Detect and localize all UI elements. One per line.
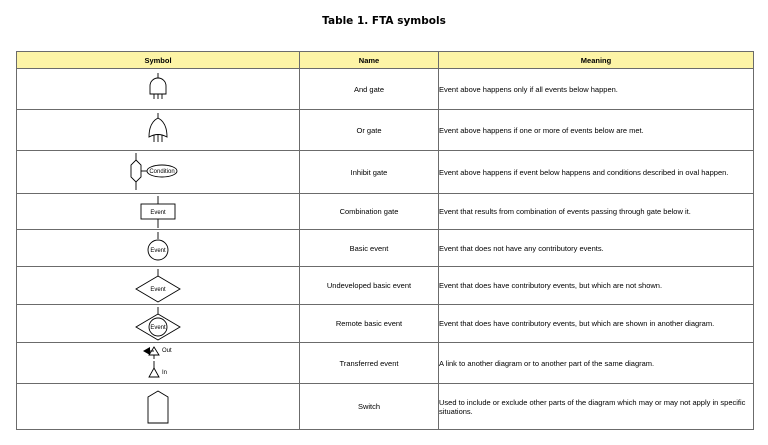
inhibit-gate-icon <box>123 152 193 192</box>
symbol-cell <box>17 305 300 343</box>
name-cell: Basic event <box>300 230 439 267</box>
name-cell: And gate <box>300 69 439 110</box>
event-label: Event <box>150 324 166 331</box>
switch-icon <box>138 387 178 427</box>
transfer-in-label: In <box>162 370 168 376</box>
or-gate-icon <box>138 112 178 148</box>
name-cell: Inhibit gate <box>300 151 439 194</box>
symbol-cell <box>17 151 300 194</box>
table-row <box>17 194 754 230</box>
meaning-cell: Event that does not have any contributory events. <box>439 230 754 267</box>
table-row <box>17 305 754 343</box>
symbol-cell <box>17 194 300 230</box>
page-title: Table 1. FTA symbols <box>322 15 446 27</box>
table-row <box>17 343 754 384</box>
meaning-cell: A link to another diagram or to another part of the same diagram. <box>439 343 754 384</box>
symbol-cell <box>17 343 300 384</box>
table-row <box>17 110 754 151</box>
name-cell: Switch <box>300 384 439 430</box>
meaning-cell: Event that does have contributory events, but which are shown in another diagram. <box>439 305 754 343</box>
symbol-cell <box>17 267 300 305</box>
transfer-out-label: Out <box>162 348 172 354</box>
combination-gate-icon <box>133 196 183 228</box>
name-cell: Combination gate <box>300 194 439 230</box>
header-row <box>17 52 754 69</box>
name-cell: Or gate <box>300 110 439 151</box>
fta-symbols-table <box>16 51 754 430</box>
meaning-cell: Event above happens if event below happens and conditions described in oval happen. <box>439 151 754 194</box>
symbol-cell <box>17 384 300 430</box>
condition-label: Condition <box>149 169 175 175</box>
header-name: Name <box>300 52 439 69</box>
header-symbol: Symbol <box>17 52 300 69</box>
meaning-cell: Event that does have contributory events, but which are not shown. <box>439 267 754 305</box>
symbol-cell <box>17 110 300 151</box>
symbol-cell <box>17 230 300 267</box>
table-row <box>17 230 754 267</box>
table-row <box>17 151 754 194</box>
name-cell: Transferred event <box>300 343 439 384</box>
table-row <box>17 267 754 305</box>
header-meaning: Meaning <box>439 52 754 69</box>
symbol-cell <box>17 69 300 110</box>
basic-event-icon <box>138 232 178 264</box>
event-label: Event <box>150 209 166 216</box>
table-row <box>17 384 754 430</box>
meaning-cell: Event above happens only if all events below happen. <box>439 69 754 110</box>
name-cell: Undeveloped basic event <box>300 267 439 305</box>
transfer-icon <box>128 344 188 382</box>
undeveloped-event-icon <box>128 269 188 303</box>
table-row <box>17 69 754 110</box>
name-cell: Remote basic event <box>300 305 439 343</box>
meaning-cell: Event that results from combination of events passing through gate below it. <box>439 194 754 230</box>
event-label: Event <box>150 286 166 293</box>
remote-event-icon <box>128 307 188 341</box>
event-label: Event <box>150 248 166 254</box>
meaning-cell: Used to include or exclude other parts of the diagram which may or may not apply in specific situations. <box>439 384 754 430</box>
and-gate-icon <box>138 72 178 106</box>
meaning-cell: Event above happens if one or more of events below are met. <box>439 110 754 151</box>
